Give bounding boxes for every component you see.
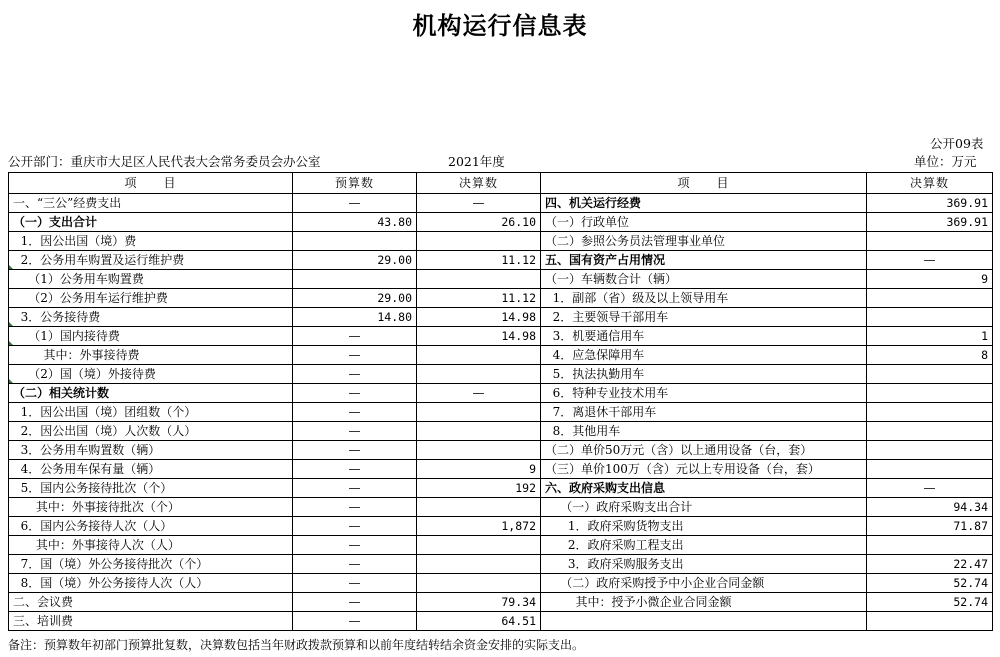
left-budget-cell: —	[293, 441, 417, 460]
table-row	[9, 460, 993, 479]
right-item-cell: 3．机要通信用车	[541, 327, 867, 346]
left-actual-cell: 9	[417, 460, 541, 479]
left-item-cell: （一）支出合计	[9, 213, 293, 232]
left-item-cell: 2．公务用车购置及运行维护费	[9, 251, 293, 270]
left-budget-cell: 29.00	[293, 289, 417, 308]
right-actual-cell	[867, 612, 993, 631]
table-row	[9, 517, 993, 536]
left-actual-cell	[417, 536, 541, 555]
left-item-cell: （2）公务用车运行维护费	[9, 289, 293, 308]
right-actual-cell: 369.91	[867, 213, 993, 232]
left-item-cell: 7．国（境）外公务接待批次（个）	[9, 555, 293, 574]
table-row	[9, 536, 993, 555]
right-actual-cell	[867, 441, 993, 460]
right-actual-cell	[867, 403, 993, 422]
left-budget-cell: —	[293, 593, 417, 612]
left-item-cell: （2）国（境）外接待费	[9, 365, 293, 384]
left-item-cell: 1．因公出国（境）团组数（个）	[9, 403, 293, 422]
left-item-cell: （1）国内接待费	[9, 327, 293, 346]
left-item-cell: 3．公务用车购置数（辆）	[9, 441, 293, 460]
right-item-cell: 2．政府采购工程支出	[541, 536, 867, 555]
header-actual-left: 决算数	[417, 173, 541, 194]
left-actual-cell	[417, 346, 541, 365]
right-actual-cell: 9	[867, 270, 993, 289]
right-item-cell: 五、国有资产占用情况	[541, 251, 867, 270]
table-row	[9, 327, 993, 346]
right-item-cell: 4．应急保障用车	[541, 346, 867, 365]
right-item-cell: 8．其他用车	[541, 422, 867, 441]
left-actual-cell	[417, 441, 541, 460]
left-budget-cell: —	[293, 479, 417, 498]
left-item-cell: （二）相关统计数	[9, 384, 293, 403]
left-budget-cell: —	[293, 194, 417, 213]
left-item-cell: 其中：外事接待人次（人）	[9, 536, 293, 555]
page-title: 机构运行信息表	[412, 11, 588, 40]
table-row	[9, 194, 993, 213]
left-actual-cell	[417, 555, 541, 574]
right-actual-cell	[867, 460, 993, 479]
right-actual-cell	[867, 422, 993, 441]
left-actual-cell: 11.12	[417, 251, 541, 270]
right-item-cell: （三）单价100万（含）元以上专用设备（台，套）	[541, 460, 867, 479]
left-budget-cell: —	[293, 384, 417, 403]
right-item-cell: 四、机关运行经费	[541, 194, 867, 213]
fiscal-year: 2021年度	[448, 154, 505, 169]
right-actual-cell: 52.74	[867, 574, 993, 593]
header-item-left: 项 目	[9, 173, 293, 194]
header-actual-right: 决算数	[867, 173, 993, 194]
right-item-cell: 2．主要领导干部用车	[541, 308, 867, 327]
right-item-cell: 5．执法执勤用车	[541, 365, 867, 384]
table-row	[9, 555, 993, 574]
table-row	[9, 270, 993, 289]
left-budget-cell: —	[293, 612, 417, 631]
right-actual-cell: 369.91	[867, 194, 993, 213]
table-row	[9, 308, 993, 327]
left-actual-cell: 64.51	[417, 612, 541, 631]
right-item-cell: （二）参照公务员法管理事业单位	[541, 232, 867, 251]
left-budget-cell: —	[293, 365, 417, 384]
left-budget-cell: —	[293, 403, 417, 422]
left-item-cell: 8．国（境）外公务接待人次（人）	[9, 574, 293, 593]
left-budget-cell: —	[293, 574, 417, 593]
right-actual-cell	[867, 536, 993, 555]
institution-operation-table	[8, 172, 993, 631]
left-budget-cell: 43.80	[293, 213, 417, 232]
left-actual-cell: 14.98	[417, 308, 541, 327]
right-item-cell: （二）单价50万元（含）以上通用设备（台，套）	[541, 441, 867, 460]
left-budget-cell: —	[293, 555, 417, 574]
right-actual-cell: 22.47	[867, 555, 993, 574]
left-actual-cell: 79.34	[417, 593, 541, 612]
left-actual-cell	[417, 270, 541, 289]
table-row	[9, 422, 993, 441]
table-row	[9, 612, 993, 631]
left-budget-cell: —	[293, 346, 417, 365]
left-actual-cell	[417, 422, 541, 441]
left-budget-cell: 29.00	[293, 251, 417, 270]
right-item-cell: （一）车辆数合计（辆）	[541, 270, 867, 289]
table-row	[9, 593, 993, 612]
footnote: 备注：预算数年初部门预算批复数，决算数包括当年财政拨款预算和以前年度结转结余资金安排的实际支出。	[8, 638, 585, 652]
left-actual-cell	[417, 403, 541, 422]
header-item-right: 项 目	[541, 173, 867, 194]
right-item-cell: 1．政府采购货物支出	[541, 517, 867, 536]
right-actual-cell: 94.34	[867, 498, 993, 517]
table-row	[9, 289, 993, 308]
right-actual-cell	[867, 365, 993, 384]
left-item-cell: （1）公务用车购置费	[9, 270, 293, 289]
left-budget-cell: 14.80	[293, 308, 417, 327]
left-budget-cell: —	[293, 536, 417, 555]
left-budget-cell: —	[293, 517, 417, 536]
right-item-cell: 6．特种专业技术用车	[541, 384, 867, 403]
left-actual-cell: —	[417, 384, 541, 403]
table-row	[9, 251, 993, 270]
table-row	[9, 498, 993, 517]
left-budget-cell: —	[293, 498, 417, 517]
left-item-cell: 2．因公出国（境）人次数（人）	[9, 422, 293, 441]
left-actual-cell	[417, 365, 541, 384]
left-item-cell: 1．因公出国（境）费	[9, 232, 293, 251]
left-actual-cell: 11.12	[417, 289, 541, 308]
table-row	[9, 574, 993, 593]
unit-label: 单位：万元	[914, 154, 977, 169]
right-actual-cell: —	[867, 251, 993, 270]
left-budget-cell: —	[293, 460, 417, 479]
left-budget-cell	[293, 270, 417, 289]
table-row	[9, 384, 993, 403]
left-actual-cell	[417, 574, 541, 593]
form-number: 公开09表	[930, 136, 984, 151]
table-row	[9, 403, 993, 422]
left-budget-cell: —	[293, 327, 417, 346]
header-budget: 预算数	[293, 173, 417, 194]
right-item-cell: 其中：授予小微企业合同金额	[541, 593, 867, 612]
left-item-cell: 一、“三公”经费支出	[9, 194, 293, 213]
left-actual-cell	[417, 232, 541, 251]
table-row	[9, 441, 993, 460]
left-item-cell: 二、会议费	[9, 593, 293, 612]
left-actual-cell: —	[417, 194, 541, 213]
left-actual-cell: 26.10	[417, 213, 541, 232]
right-actual-cell	[867, 384, 993, 403]
left-actual-cell: 192	[417, 479, 541, 498]
table-row	[9, 479, 993, 498]
right-item-cell: （一）政府采购支出合计	[541, 498, 867, 517]
right-actual-cell: 1	[867, 327, 993, 346]
right-item-cell: （一）行政单位	[541, 213, 867, 232]
left-item-cell: 其中：外事接待批次（个）	[9, 498, 293, 517]
left-item-cell: 4．公务用车保有量（辆）	[9, 460, 293, 479]
left-budget-cell	[293, 232, 417, 251]
right-item-cell: 7．离退休干部用车	[541, 403, 867, 422]
left-actual-cell: 1,872	[417, 517, 541, 536]
right-item-cell: 1．副部（省）级及以上领导用车	[541, 289, 867, 308]
table-row	[9, 346, 993, 365]
table-row	[9, 213, 993, 232]
right-actual-cell	[867, 289, 993, 308]
right-actual-cell: —	[867, 479, 993, 498]
table-row	[9, 232, 993, 251]
right-item-cell: 六、政府采购支出信息	[541, 479, 867, 498]
right-item-cell: 3．政府采购服务支出	[541, 555, 867, 574]
left-item-cell: 5．国内公务接待批次（个）	[9, 479, 293, 498]
table-header-row	[9, 173, 993, 194]
right-actual-cell: 8	[867, 346, 993, 365]
left-item-cell: 6．国内公务接待人次（人）	[9, 517, 293, 536]
department-label: 公开部门：重庆市大足区人民代表大会常务委员会办公室	[8, 154, 321, 169]
right-actual-cell	[867, 232, 993, 251]
left-actual-cell: 14.98	[417, 327, 541, 346]
left-budget-cell: —	[293, 422, 417, 441]
right-actual-cell	[867, 308, 993, 327]
right-item-cell	[541, 612, 867, 631]
left-actual-cell	[417, 498, 541, 517]
left-item-cell: 三、培训费	[9, 612, 293, 631]
table-row	[9, 365, 993, 384]
left-item-cell: 其中：外事接待费	[9, 346, 293, 365]
right-actual-cell: 52.74	[867, 593, 993, 612]
right-item-cell: （二）政府采购授予中小企业合同金额	[541, 574, 867, 593]
right-actual-cell: 71.87	[867, 517, 993, 536]
left-item-cell: 3．公务接待费	[9, 308, 293, 327]
